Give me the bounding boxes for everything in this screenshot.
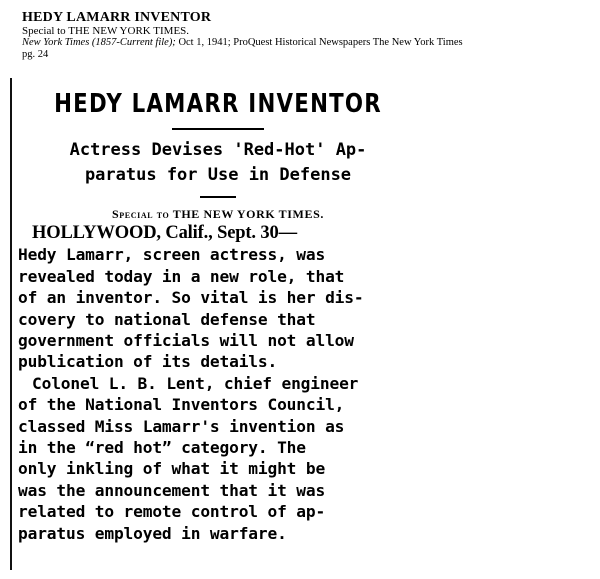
article-headline: HEDY LAMARR INVENTOR [54, 89, 382, 119]
body-line: Hedy Lamarr, screen actress, was [18, 245, 326, 265]
body-line: publication of its details. [18, 352, 278, 372]
body-line: of the National Inventors Council, [18, 395, 345, 415]
body-line: revealed today in a new role, that [18, 266, 345, 286]
dateline: HOLLYWOOD, Calif., Sept. 30— [32, 223, 297, 243]
body-line: related to remote control of ap- [18, 502, 326, 522]
body-line: of an inventor. So vital is her dis- [18, 288, 364, 308]
body-line: in the “red hot” category. The [18, 438, 306, 458]
subhead-line: paratus for Use in Defense [84, 165, 352, 185]
headline-divider [172, 128, 264, 130]
body-line: only inkling of what it might be [18, 459, 326, 479]
body-line: paratus employed in warfare. [18, 523, 287, 543]
citation-special-line: Special to THE NEW YORK TIMES. [22, 25, 190, 37]
body-line: Colonel L. B. Lent, chief engineer [32, 373, 359, 393]
citation-page: pg. 24 [22, 49, 49, 60]
subhead-line: Actress Devises 'Red-Hot' Ap- [69, 140, 367, 160]
body-line: classed Miss Lamarr's invention as [18, 416, 345, 436]
citation-title: HEDY LAMARR INVENTOR [22, 10, 212, 25]
citation-source: New York Times (1857-Current file); [22, 37, 176, 48]
article-body [18, 223, 418, 544]
citation-details: Oct 1, 1941; ProQuest Historical Newspapers The New York Times [175, 37, 463, 48]
article-clipping [18, 86, 418, 544]
special-correspondent-line: Special to THE NEW YORK TIMES. [112, 207, 324, 221]
citation-header [22, 10, 592, 61]
citation-source-line [22, 37, 592, 49]
body-line: government officials will not allow [18, 331, 354, 351]
body-line: covery to national defense that [18, 309, 316, 329]
body-line: was the announcement that it was [18, 480, 326, 500]
column-rule [10, 78, 12, 570]
article-subhead [18, 138, 418, 188]
subhead-divider [200, 196, 236, 198]
